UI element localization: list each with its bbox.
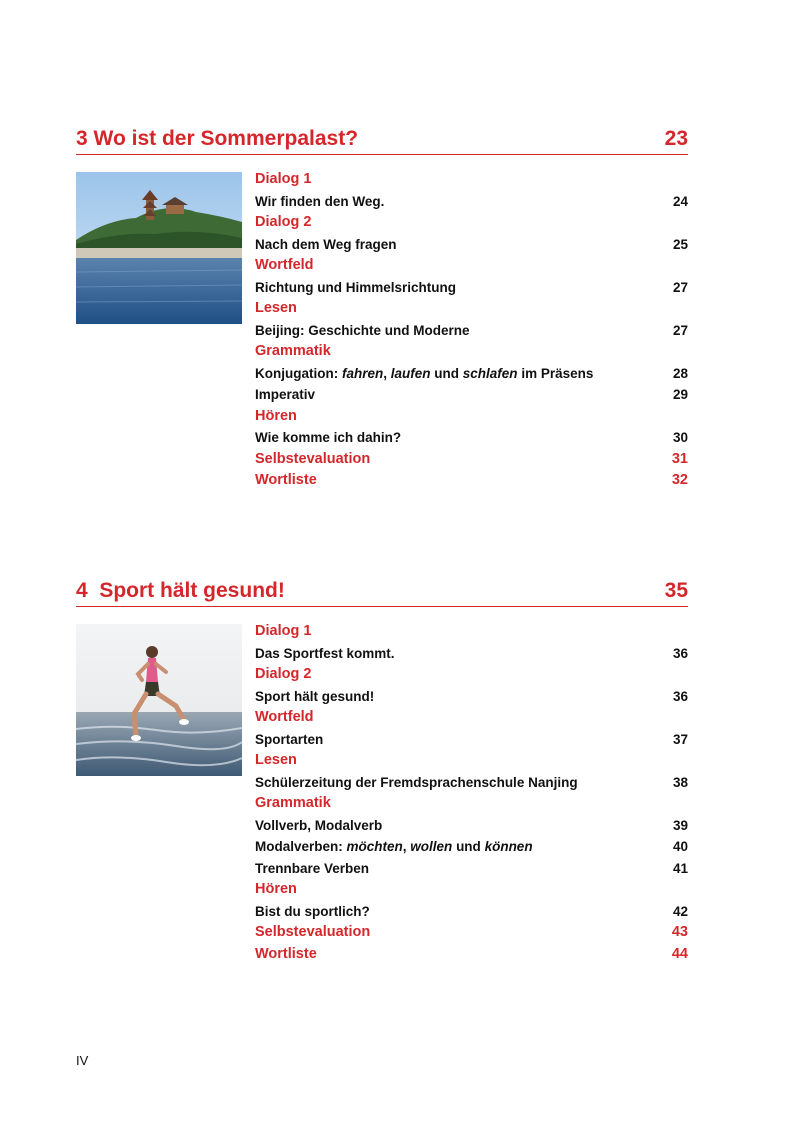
entry-sport-haelt-gesund[interactable]: Sport hält gesund! 36 xyxy=(255,686,688,708)
entry-schuelerzeitung[interactable]: Schülerzeitung der Fremdsprachenschule Nanjing 38 xyxy=(255,772,688,794)
entry-page-number: 36 xyxy=(672,688,688,704)
entry-page-number: 41 xyxy=(672,860,688,876)
entry-page-number: 44 xyxy=(671,945,688,962)
chapter-heading xyxy=(76,576,688,607)
entry-page-number: 24 xyxy=(672,193,688,209)
entry-page-number: 27 xyxy=(672,279,688,295)
section-hoeren[interactable]: Hören xyxy=(255,407,297,424)
entry-page-number: 27 xyxy=(672,322,688,338)
section-lesen[interactable]: Lesen xyxy=(255,300,297,316)
section-dialog-1[interactable]: Dialog 1 xyxy=(255,623,312,639)
entry-das-sportfest-kommt[interactable]: Das Sportfest kommt. 36 xyxy=(255,643,688,665)
entry-nach-dem-weg-fragen[interactable]: Nach dem Weg fragen 25 xyxy=(255,234,688,256)
entry-page-number: 36 xyxy=(672,645,688,661)
section-selbstevaluation[interactable]: Selbstevaluation 31 xyxy=(255,449,688,471)
section-selbstevaluation[interactable]: Selbstevaluation 43 xyxy=(255,922,688,944)
entry-page-number: 42 xyxy=(672,903,688,919)
chapter-4 xyxy=(76,576,688,962)
section-hoeren[interactable]: Hören xyxy=(255,881,297,897)
entry-konjugation[interactable] xyxy=(255,363,688,385)
chapter-4-entries xyxy=(255,621,688,965)
entry-richtung[interactable]: Richtung und Himmelsrichtung 27 xyxy=(255,277,688,299)
chapter-title[interactable]: 3 Wo ist der Sommerpalast? xyxy=(76,127,359,150)
entry-page-number: 29 xyxy=(672,387,688,402)
entry-label: Konjugation: fahren, laufen und schlafen im Präsens xyxy=(255,365,594,381)
section-lesen[interactable]: Lesen xyxy=(255,752,297,768)
entry-label: Modalverben: möchten, wollen und können xyxy=(255,839,533,854)
entry-bist-du-sportlich[interactable]: Bist du sportlich? 42 xyxy=(255,901,688,923)
entry-page-number: 37 xyxy=(672,731,688,747)
entry-trennbare-verben[interactable]: Trennbare Verben 41 xyxy=(255,858,688,880)
entry-page-number: 25 xyxy=(672,236,688,252)
entry-page-number: 39 xyxy=(672,817,688,833)
entry-vollverb-modalverb[interactable]: Vollverb, Modalverb 39 xyxy=(255,815,688,837)
section-wortliste[interactable]: Wortliste 44 xyxy=(255,944,688,966)
runner-on-beach-photo xyxy=(76,624,242,776)
entry-sportarten[interactable]: Sportarten 37 xyxy=(255,729,688,751)
section-wortfeld[interactable]: Wortfeld xyxy=(255,257,314,273)
chapter-title[interactable]: 4 Sport hält gesund! xyxy=(76,579,285,602)
entry-modalverben[interactable] xyxy=(255,836,688,858)
entry-imperativ[interactable]: Imperativ 29 xyxy=(255,384,688,406)
summer-palace-photo xyxy=(76,172,242,324)
section-dialog-2[interactable]: Dialog 2 xyxy=(255,666,312,682)
page-folio: IV xyxy=(76,1053,89,1068)
entry-page-number: 31 xyxy=(671,450,688,467)
section-wortfeld[interactable]: Wortfeld xyxy=(255,709,314,725)
chapter-3 xyxy=(76,124,688,488)
entry-page-number: 40 xyxy=(672,839,688,854)
section-dialog-1[interactable]: Dialog 1 xyxy=(255,171,312,187)
section-wortliste[interactable]: Wortliste 32 xyxy=(255,470,688,492)
entry-page-number: 28 xyxy=(672,365,688,381)
entry-page-number: 32 xyxy=(671,472,688,488)
chapter-page-number: 23 xyxy=(664,127,688,150)
section-grammatik[interactable]: Grammatik xyxy=(255,795,331,811)
section-dialog-2[interactable]: Dialog 2 xyxy=(255,214,312,230)
chapter-heading xyxy=(76,124,688,155)
chapter-3-entries xyxy=(255,169,688,492)
section-grammatik[interactable]: Grammatik xyxy=(255,343,331,359)
entry-beijing[interactable]: Beijing: Geschichte und Moderne 27 xyxy=(255,320,688,342)
entry-wir-finden-den-weg[interactable]: Wir finden den Weg. 24 xyxy=(255,191,688,213)
entry-page-number: 30 xyxy=(672,430,688,445)
entry-page-number: 43 xyxy=(671,924,688,940)
entry-wie-komme-ich-dahin[interactable]: Wie komme ich dahin? 30 xyxy=(255,427,688,449)
entry-page-number: 38 xyxy=(672,774,688,790)
chapter-page-number: 35 xyxy=(664,579,688,602)
